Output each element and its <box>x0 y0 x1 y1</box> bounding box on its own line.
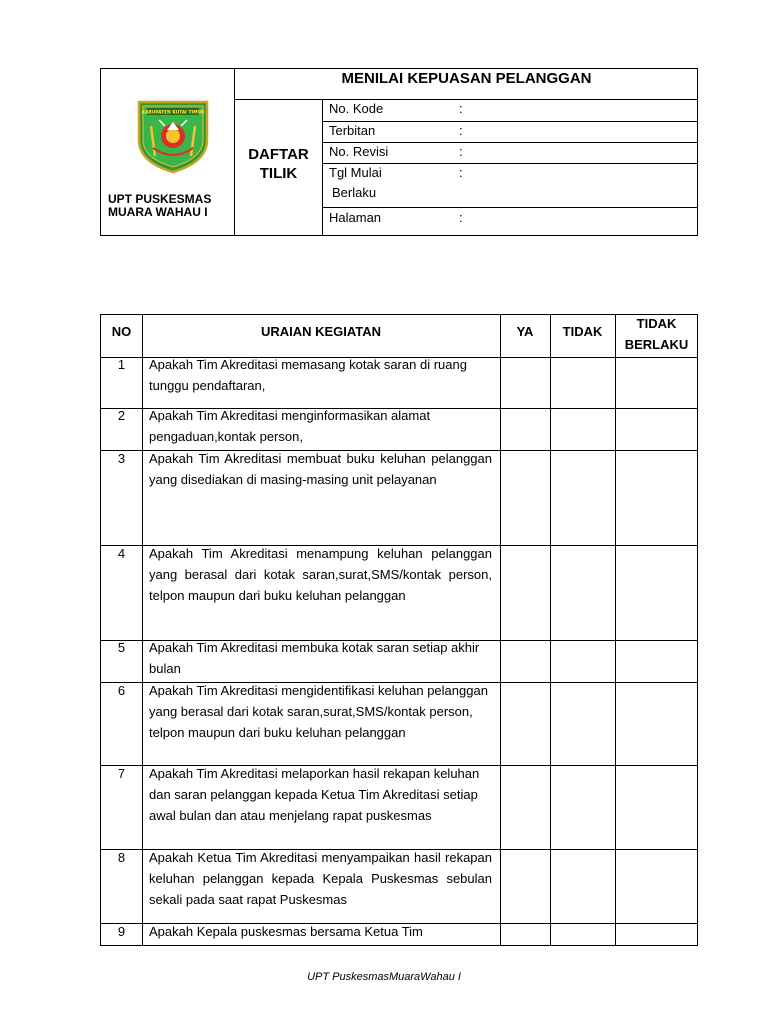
row-number: 5 <box>117 640 126 655</box>
header-no: NO <box>111 324 132 339</box>
checklist-table <box>100 314 698 946</box>
row-number: 3 <box>117 451 126 466</box>
row-description: Apakah Tim Akreditasi melaporkan hasil rekapan keluhan dan saran pelanggan kepada Ketua Tim Akreditasi setiap awal bulan dan atau menjelang rapat puskesmas <box>149 766 480 823</box>
checklist-label: DAFTAR TILIK <box>235 100 323 235</box>
meta-row-edition: Terbitan : <box>323 122 698 143</box>
header-yes: YA <box>516 324 534 339</box>
svg-text:KABUPATEN KUTAI TIMUR: KABUPATEN KUTAI TIMUR <box>141 110 205 116</box>
regency-emblem-logo <box>133 96 213 174</box>
row-number: 9 <box>117 924 126 939</box>
document-title: MENILAI KEPUASAN PELANGGAN <box>235 69 698 100</box>
row-number: 6 <box>117 683 126 698</box>
page-footer: UPT PuskesmasMuaraWahau I <box>307 971 461 983</box>
meta-row-effective-date: Tgl Mulai : Berlaku <box>323 164 698 208</box>
row-number: 1 <box>117 357 126 372</box>
row-description: Apakah Tim Akreditasi membuka kotak saran setiap akhir bulan <box>149 640 480 676</box>
row-description: Apakah Ketua Tim Akreditasi menyampaikan hasil rekapan keluhan pelanggan kepada Kepala Puskesmas sebulan sekali pada saat rapat Puskesmas <box>149 850 492 907</box>
header-not-applicable: TIDAK BERLAKU <box>624 316 689 352</box>
meta-row-page: Halaman : <box>329 210 463 225</box>
row-number: 7 <box>117 766 126 781</box>
organization-name: UPT PUSKESMAS MUARA WAHAU I <box>108 192 212 219</box>
row-number: 2 <box>117 408 126 423</box>
document-header <box>100 68 698 236</box>
header-no-answer: TIDAK <box>562 324 603 339</box>
row-description: Apakah Tim Akreditasi membuat buku keluhan pelanggan yang disediakan di masing-masing unit pelayanan <box>149 451 492 487</box>
meta-row-revision: No. Revisi : <box>323 143 698 164</box>
row-description: Apakah Tim Akreditasi mengidentifikasi keluhan pelanggan yang berasal dari kotak saran,surat,SMS/kontak person, telpon maupun dari buku keluhan pelanggan <box>149 683 488 740</box>
logo-cell <box>101 69 235 235</box>
meta-row-code: No. Kode : <box>323 100 698 122</box>
row-number: 4 <box>117 546 126 561</box>
row-description: Apakah Tim Akreditasi menampung keluhan pelanggan yang berasal dari kotak saran,surat,SMS/kontak person, telpon maupun dari buku keluhan pelanggan <box>149 546 492 603</box>
row-description: Apakah Kepala puskesmas bersama Ketua Tim <box>149 924 423 939</box>
row-number: 8 <box>117 850 126 865</box>
row-description: Apakah Tim Akreditasi memasang kotak saran di ruang tunggu pendaftaran, <box>149 357 467 393</box>
header-description: URAIAN KEGIATAN <box>260 324 382 339</box>
row-description: Apakah Tim Akreditasi menginformasikan alamat pengaduan,kontak person, <box>149 408 431 444</box>
